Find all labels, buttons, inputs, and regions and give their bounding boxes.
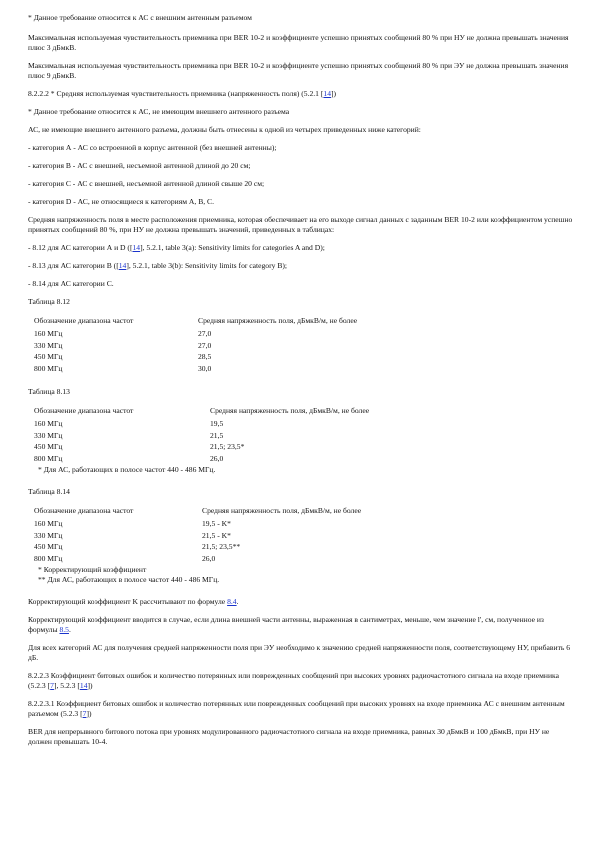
- list-item-category-a: - категория А - АС со встроенной в корпус антенной (без внешней антенны);: [28, 143, 277, 152]
- table-cell: 450 МГц: [34, 352, 63, 361]
- column-header: Обозначение диапазона частот: [34, 406, 134, 415]
- table-8-13-block: [28, 387, 573, 475]
- formula-link-8-5[interactable]: 8.5: [59, 625, 69, 634]
- table-cell: 160 МГц: [34, 419, 63, 428]
- table-row: [34, 531, 361, 543]
- table-cell: 21,5: [210, 430, 224, 440]
- table-cell: 30,0: [198, 363, 212, 373]
- table-row: [34, 454, 369, 466]
- table-footnote: ** Для АС, работающих в полосе частот 440 - 486 МГц.: [38, 575, 220, 584]
- note-no-connector: * Данное требование относится к АС, не имеющим внешнего антенного разъема: [28, 107, 290, 116]
- table-header-row: [34, 316, 357, 329]
- column-header: Средняя напряженность поля, дБмкВ/м, не более: [198, 316, 358, 325]
- table-row: [34, 341, 357, 353]
- table-8-12: [34, 316, 357, 375]
- table-caption: Таблица 8.13: [28, 387, 70, 396]
- table-cell: 21,5; 23,5*: [210, 442, 245, 451]
- paragraph-correction-formula: Корректирующий коэффициент K рассчитывают по формуле 8.4.: [28, 597, 239, 606]
- section-heading-8-2-2-3-1: 8.2.2.3.1 Коэффициент битовых ошибок и количество потерянных или поврежденных сообщений при высоких уровнях на входе приемника АС с внешним антенным разъемом (5.2.3 [7]): [28, 699, 565, 718]
- paragraph-extreme-conditions: Для всех категорий АС для получения средней напряженности поля при ЭУ необходимо к значению средней напряженности поля, соответствующему НУ, прибавить 6 дБ.: [28, 643, 571, 662]
- list-item-category-d: - категория D - АС, не относящиеся к категориям А, В, С.: [28, 197, 215, 206]
- table-cell: 28,5: [198, 352, 212, 361]
- table-cell: 21,5; 23,5**: [202, 542, 241, 551]
- column-header: Обозначение диапазона частот: [34, 316, 134, 325]
- table-cell: 26,0: [210, 453, 224, 463]
- table-cell: 26,0: [202, 553, 216, 563]
- table-row: [34, 442, 369, 454]
- table-cell: 800 МГц: [34, 363, 63, 373]
- table-row: [34, 519, 361, 531]
- table-cell: 330 МГц: [34, 530, 63, 540]
- list-item-table-8-12: - 8.12 для АС категории А и D ([14], 5.2.1, table 3(a): Sensitivity limits for categories A and D);: [28, 243, 325, 252]
- table-8-14: [34, 506, 361, 565]
- list-item-category-c: - категория С - АС с внешней, несъемной антенной длиной свыше 20 см;: [28, 179, 265, 188]
- column-header: Средняя напряженность поля, дБмкВ/м, не более: [210, 406, 370, 415]
- note-external-connector: * Данное требование относится к АС с внешним антенным разъемом: [28, 13, 252, 22]
- column-header: Обозначение диапазона частот: [34, 506, 134, 515]
- table-cell: 330 МГц: [34, 340, 63, 350]
- table-cell: 450 МГц: [34, 442, 63, 451]
- table-caption: Таблица 8.12: [28, 297, 70, 306]
- table-cell: 800 МГц: [34, 553, 63, 563]
- table-cell: 21,5 - K*: [202, 530, 231, 540]
- formula-link-8-4[interactable]: 8.4: [227, 597, 237, 606]
- section-heading-8-2-2-3: 8.2.2.3 Коэффициент битовых ошибок и количество потерянных или поврежденных сообщений при высоких уровнях радиочастотного сигнала на входе приемника (5.2.3 [7], 5.2.3 [14]): [28, 671, 559, 690]
- column-header: Средняя напряженность поля, дБмкВ/м, не более: [202, 506, 362, 515]
- table-caption: Таблица 8.14: [28, 487, 70, 496]
- section-heading-8-2-2-2: [28, 89, 573, 99]
- reference-link-7[interactable]: 7: [82, 709, 87, 718]
- table-row: [34, 431, 369, 443]
- reference-link-14[interactable]: 14: [132, 243, 141, 252]
- heading-text: 8.2.2.2 * Средняя используемая чувствительность приемника (напряженность поля) (5.2.1 [: [28, 89, 324, 98]
- table-cell: 450 МГц: [34, 542, 63, 551]
- paragraph-categories-intro: АС, не имеющие внешнего антенного разъема, должны быть отнесены к одной из четырех приведенных ниже категорий:: [28, 125, 421, 134]
- list-item-table-8-13: - 8.13 для АС категории В ([14], 5.2.1, table 3(b): Sensitivity limits for category B);: [28, 261, 288, 270]
- table-cell: 27,0: [198, 329, 212, 338]
- table-header-row: [34, 406, 369, 419]
- table-row: [34, 364, 357, 376]
- table-footnote: * Для АС, работающих в полосе частот 440 - 486 МГц.: [38, 465, 216, 474]
- table-cell: 160 МГц: [34, 519, 63, 528]
- reference-link-14[interactable]: 14: [79, 681, 88, 690]
- table-footnote: * Корректирующий коэффициент: [38, 565, 147, 574]
- table-row: [34, 419, 369, 431]
- table-cell: 160 МГц: [34, 329, 63, 338]
- table-cell: 19,5 - K*: [202, 519, 231, 528]
- reference-link-14[interactable]: 14: [118, 261, 127, 270]
- table-row: [34, 554, 361, 566]
- table-header-row: [34, 506, 361, 519]
- table-cell: 800 МГц: [34, 453, 63, 463]
- list-item-category-b: - категория В - АС с внешней, несъемной антенной длиной до 20 см;: [28, 161, 251, 170]
- table-row: [34, 329, 357, 341]
- reference-link-14[interactable]: 14: [323, 89, 332, 98]
- document-page: [28, 13, 573, 755]
- table-cell: 27,0: [198, 340, 212, 350]
- paragraph-ber-limit: BER для непрерывного битового потока при уровнях модулированного радиочастотного сигнала на входе приемника, равных 30 дБмкВ и 100 дБмкВ, при НУ не должен превышать 10-4.: [28, 727, 550, 746]
- table-8-13: [34, 406, 369, 465]
- heading-text-end: ]): [331, 89, 337, 98]
- paragraph-field-strength: Средняя напряженность поля в месте расположения приемника, которая обеспечивает на его выходе сигнал данных с заданным BER 10-2 или коэффициентом успешно принятых сообщений 80 %, при НУ не должна превышать значений, приведенных в таблицах:: [28, 215, 573, 234]
- table-cell: 19,5: [210, 419, 224, 428]
- table-cell: 330 МГц: [34, 430, 63, 440]
- table-8-12-block: [28, 297, 573, 375]
- list-item-table-8-14: - 8.14 для АС категории С.: [28, 279, 114, 288]
- paragraph-sensitivity-normal: Максимальная используемая чувствительность приемника при BER 10-2 и коэффициенте успешно принятых сообщений 80 % при НУ не должна превышать значения плюс 3 дБмкВ.: [28, 33, 569, 52]
- table-row: [34, 352, 357, 364]
- reference-link-7[interactable]: 7: [50, 681, 54, 690]
- paragraph-correction-condition: Корректирующий коэффициент вводится в случае, если длина внешней части антенны, выраженная в сантиметрах, меньше, чем значение l', см, полученное из формулы 8.5.: [28, 615, 544, 634]
- table-8-14-block: [28, 487, 573, 585]
- paragraph-sensitivity-extreme: Максимальная используемая чувствительность приемника при BER 10-2 и коэффициенте успешно принятых сообщений 80 % при ЭУ не должна превышать значения плюс 9 дБмкВ.: [28, 61, 569, 80]
- table-row: [34, 542, 361, 554]
